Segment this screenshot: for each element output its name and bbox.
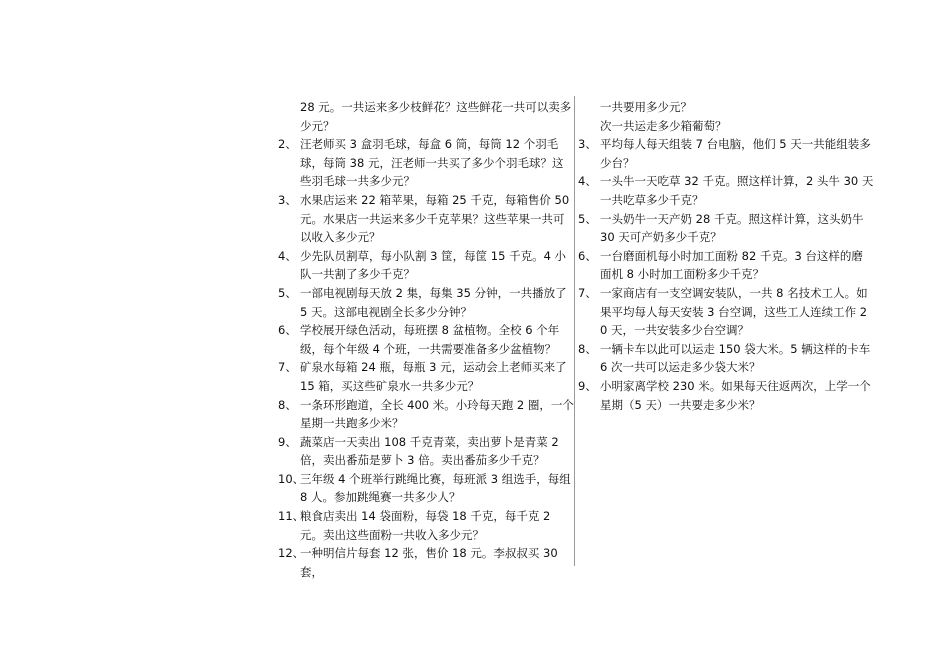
item-text: 三年级 4 个班举行跳绳比赛，每班派 3 组选手，每组 8 人。参加跳绳赛一共多少人？: [300, 471, 571, 505]
item-number: 3、: [578, 137, 597, 152]
item-text: 蔬菜店一天卖出 108 千克青菜，卖出萝卜是青菜 2 倍，卖出番茄是萝卜 3 倍。卖出番茄多少千克？: [300, 434, 559, 468]
item-text: 水果店运来 22 箱苹果，每箱 25 千克，每箱售价 50 元。水果店一共运来多少千克苹果？这些苹果一共可以收入多少元？: [300, 192, 570, 245]
item-text: 一条环形跑道，全长 400 米。小玲每天跑 2 圈，一个星期一共跑多少米？: [300, 397, 574, 431]
item-number: 9、: [278, 434, 297, 449]
list-item: [278, 433, 574, 470]
item-text: 一家商店有一支空调安装队，一共 8 名技术工人。如果平均每人每天安装 3 台空调，这些工人连续工作 20 天，一共安装多少台空调？: [600, 285, 868, 338]
item-text: 汪老师买 3 盒羽毛球，每盒 6 筒，每筒 12 个羽毛球，每筒 38 元，汪老师一共买了多少个羽毛球？这些羽毛球一共多少元？: [300, 137, 564, 189]
item-number: 8、: [278, 397, 297, 412]
item-number: 2、: [278, 137, 297, 152]
item-number: 7、: [278, 360, 297, 375]
item-text: 次一共运走多少箱葡萄？: [600, 118, 727, 133]
item-number: 12、: [278, 546, 305, 561]
left-column: [278, 98, 574, 581]
item-number: 5、: [278, 285, 297, 300]
list-item: [278, 470, 574, 507]
list-item: [278, 396, 574, 433]
list-item: [278, 321, 574, 358]
item-text: 学校展开绿色活动，每班摆 8 盆植物。全校 6 个年级，每个年级 4 个班，一共需要准备多少盆植物？: [300, 323, 560, 356]
item-number: 4、: [278, 248, 297, 263]
list-item: [578, 247, 874, 284]
list-item: [578, 172, 874, 209]
list-item: [278, 247, 574, 284]
item-number: 6、: [578, 248, 597, 263]
item-number: 8、: [578, 341, 597, 356]
item-number: 5、: [578, 211, 597, 226]
item-text: 一头奶牛一天产奶 28 千克。照这样计算，这头奶牛 30 天可产奶多少千克？: [600, 211, 864, 245]
list-item: [578, 284, 874, 340]
list-item: [278, 284, 574, 321]
item-text: 少先队员割草，每小队割 3 筐，每筐 15 千克。4 小队一共割了多少千克？: [300, 248, 567, 282]
list-item: [278, 135, 574, 191]
list-item: [578, 377, 874, 414]
list-item: [278, 98, 574, 135]
item-number: 7、: [578, 285, 597, 300]
item-number: 11、: [278, 509, 305, 524]
list-item: [578, 117, 874, 136]
item-text: 一台磨面机每小时加工面粉 82 千克。3 台这样的磨面机 8 小时加工面粉多少千克？: [600, 248, 863, 282]
list-item: [578, 340, 874, 377]
item-text: 一种明信片每套 12 张，售价 18 元。李叔叔买 30 套，: [300, 546, 558, 579]
list-item: [278, 507, 574, 544]
item-number: 10、: [278, 471, 305, 486]
item-text: 一辆卡车以此可以运走 150 袋大米。5 辆这样的卡车 6 次一共可以运走多少袋大米？: [600, 341, 871, 375]
item-text: 矿泉水每箱 24 瓶，每瓶 3 元，运动会上老师买来了 15 箱，买这些矿泉水一共多少元？: [300, 360, 567, 393]
list-item: [578, 98, 874, 117]
right-column: [578, 98, 874, 414]
item-text: 平均每人每天组装 7 台电脑，他们 5 天一共能组装多少台？: [600, 137, 871, 170]
item-number: 3、: [278, 192, 297, 207]
item-text: 粮食店卖出 14 袋面粉，每袋 18 千克，每千克 2 元。卖出这些面粉一共收入多少元？: [300, 509, 551, 542]
item-text: 一头牛一天吃草 32 千克。照这样计算，2 头牛 30 天一共吃草多少千克？: [600, 174, 874, 207]
list-item: [278, 191, 574, 247]
list-item: [578, 135, 874, 172]
item-text: 一部电视剧每天放 2 集，每集 35 分钟，一共播放了 5 天。这部电视剧全长多少分钟？: [300, 285, 567, 319]
item-number: 4、: [578, 174, 597, 189]
item-text: 小明家离学校 230 米。如果每天往返两次，上学一个星期（5 天）一共要走多少米？: [600, 378, 871, 412]
list-item: [278, 358, 574, 395]
column-divider: [574, 96, 575, 566]
item-number: 6、: [278, 323, 297, 338]
list-item: [578, 210, 874, 247]
item-text: 一共要用多少元？: [600, 100, 692, 114]
item-number: 9、: [578, 378, 597, 393]
item-text: 28 元。一共运来多少枝鲜花？这些鲜花一共可以卖多少元？: [300, 100, 572, 133]
list-item: [278, 544, 574, 581]
